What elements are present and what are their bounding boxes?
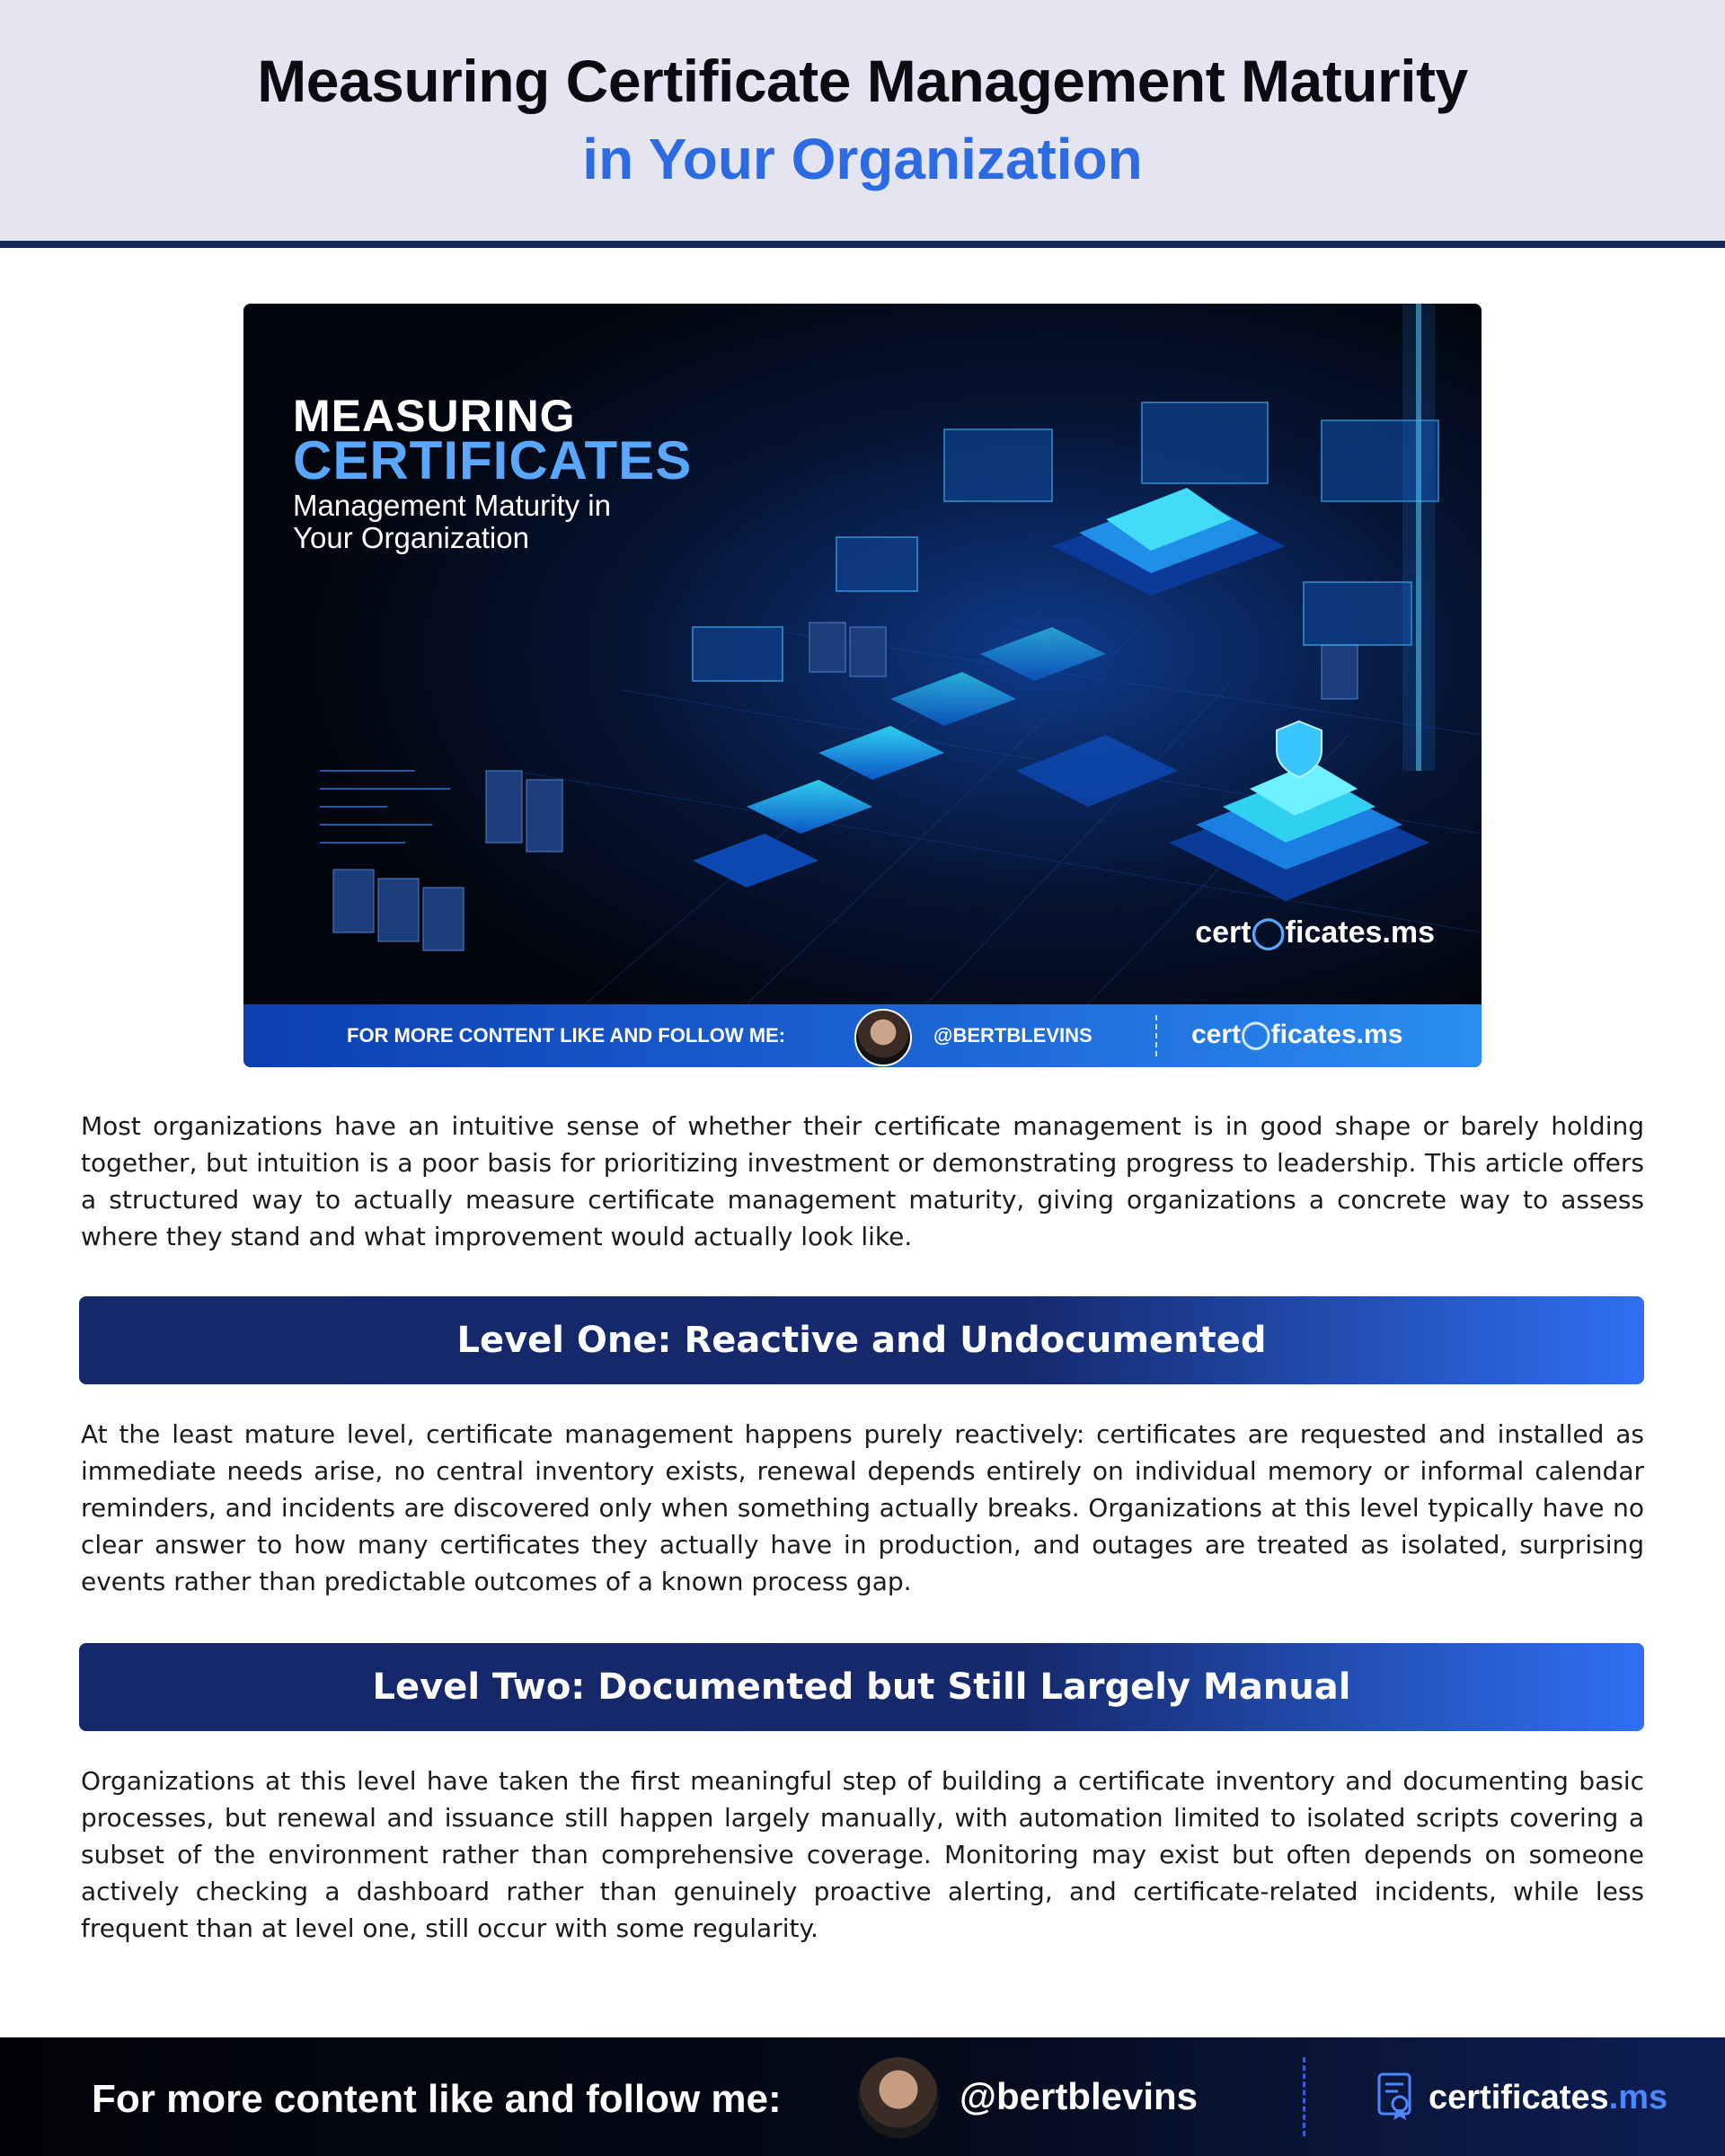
hero-title-measuring: MEASURING — [293, 391, 576, 441]
intro-paragraph: Most organizations have an intuitive sense of whether their certificate management is in good shape or barely holding together, but intuition is a poor basis for prioritizing investment or demonstrating progress to leadership. This article offers a structured way to actually measure certificate management maturity, giving organizations a concrete way to assess where they stand and what improvement would actually look like. — [81, 1111, 1644, 1251]
section-body-level-two: Organizations at this level have taken the first meaningful step of building a certificate inventory and documenting basic processes, but renewal and issuance still happen largely manually, with automation limited to isolated scripts covering a subset of the environment rather than comprehensive coverage. Monitoring may exist but often depends on someone actively checking a dashboard rather than genuinely proactive alerting, and certificate-related incidents, while less frequent than at level one, still occur with some regularity. — [81, 1766, 1644, 1943]
hero-bar-divider — [1155, 1015, 1157, 1056]
hero-title-certificates: CERTIFICATES — [293, 430, 693, 490]
hero-subtitle-line1: Management Maturity in — [293, 489, 611, 522]
hero-bar-brand-prefix: cert — [1191, 1020, 1242, 1049]
hero-bar-brand-suffix: ficates.ms — [1270, 1020, 1403, 1049]
certificate-icon — [1376, 2072, 1416, 2122]
hero-follow-bar — [243, 1004, 1482, 1067]
section-heading-level-one: Level One: Reactive and Undocumented — [79, 1296, 1644, 1384]
footer-brand-name: certificates — [1429, 2079, 1609, 2116]
hero-banner — [243, 304, 1482, 1067]
section-heading-level-two: Level Two: Documented but Still Largely Manual — [79, 1643, 1644, 1731]
hero-subtitle-line2: Your Organization — [293, 521, 529, 554]
footer-cta: For more content like and follow me: — [92, 2077, 782, 2121]
footer-brand[interactable] — [1429, 2079, 1668, 2117]
footer-brand-tld: .ms — [1608, 2079, 1668, 2116]
footer-handle[interactable]: @bertblevins — [960, 2075, 1199, 2117]
section-body-level-one: At the least mature level, certificate management happens purely reactively: certificates are requested and installed as immediate needs arise, no central inventory exists, renewal depends entirely on individual memory or informal calendar reminders, and incidents are discovered only when something actually breaks. Organizations at this level typically have no clear answer to how many certificates they actually have in production, and outages are treated as isolated, surprising events rather than predictable outcomes of a known process gap. — [81, 1419, 1644, 1596]
shield-icon: ◯ — [1251, 915, 1286, 950]
shield-icon: ◯ — [1241, 1020, 1271, 1049]
hero-bar-cta: FOR MORE CONTENT LIKE AND FOLLOW ME: — [347, 1024, 786, 1047]
hero-bar-handle[interactable]: @BERTBLEVINS — [933, 1024, 1092, 1047]
hero-logo-suffix: ficates.ms — [1285, 915, 1435, 950]
page-footer — [0, 2037, 1725, 2156]
avatar — [858, 2057, 939, 2138]
hero-brand-logo — [1195, 915, 1435, 950]
avatar — [854, 1009, 912, 1066]
page-title: Measuring Certificate Management Maturity — [257, 48, 1468, 114]
footer-divider — [1303, 2057, 1305, 2136]
hero-logo-prefix: cert — [1195, 915, 1252, 950]
header-divider — [0, 241, 1725, 248]
hero-bar-brand[interactable] — [1191, 1019, 1402, 1050]
page-subtitle: in Your Organization — [582, 127, 1143, 191]
page-header — [0, 0, 1725, 241]
